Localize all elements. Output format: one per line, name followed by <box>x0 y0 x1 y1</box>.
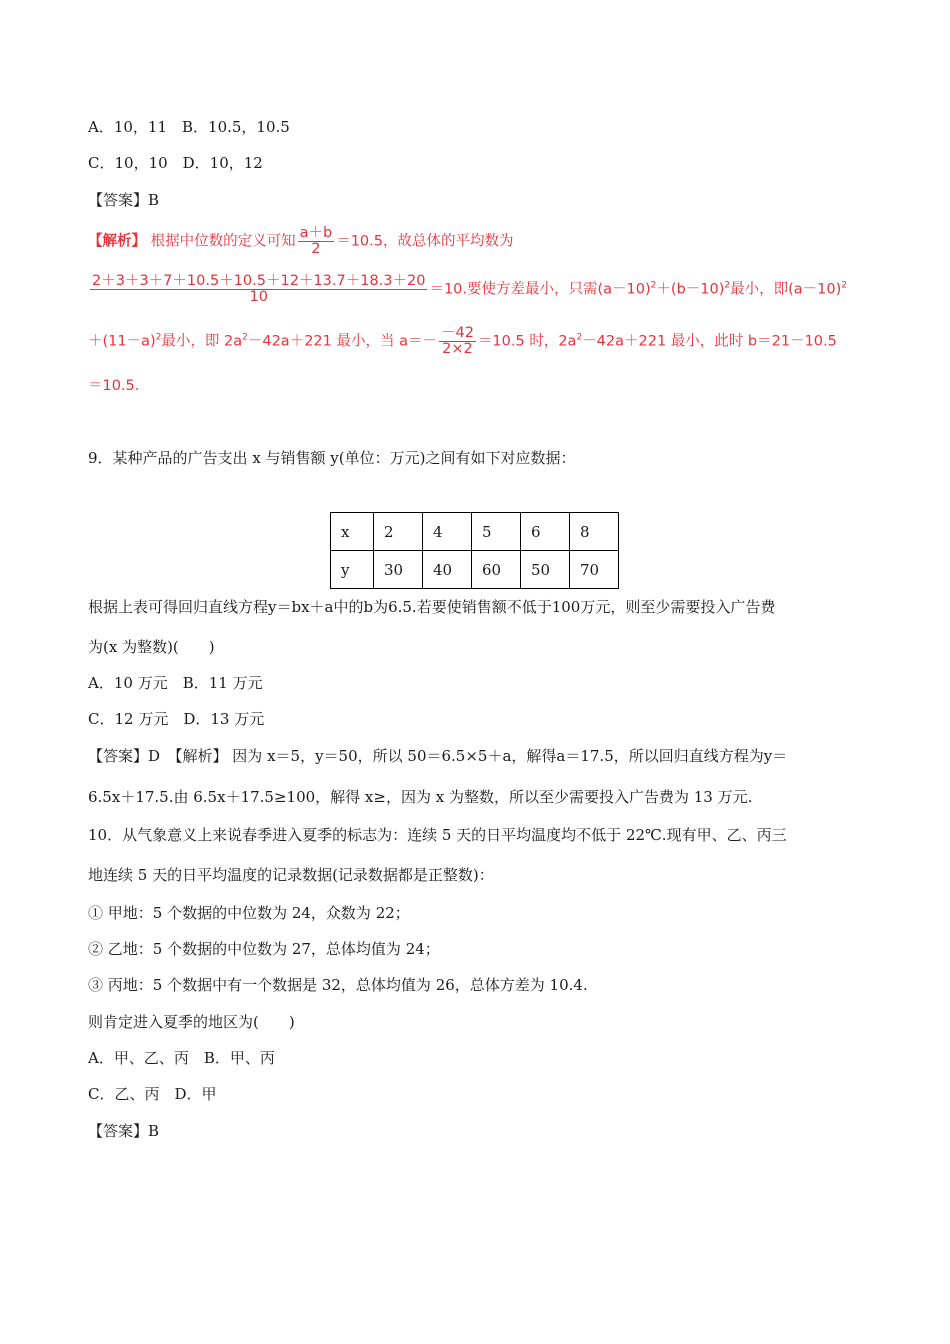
table-cell: 8 <box>570 513 619 551</box>
q8-analysis-line4: ＝10.5. <box>88 378 140 394</box>
q8-analysis-line3: $+(11-a)^2$最小，即 $2a^2-42a+221$ 最小，当 a＝－ $\frac{-42}{2\times 2}$ ＝10.5 时，$2a^2-42a+221$ 最小，此时 b＝21－10.5 <box>88 325 837 357</box>
q9-condition: 根据上表可得回归直线方程y＝bx＋a中的b为6.5.若要使销售额不低于100万元，则至少需要投入广告费 <box>88 598 776 616</box>
analysis-text: ＝10.5，故总体的平均数为 <box>336 233 514 250</box>
table-cell: 60 <box>472 551 521 589</box>
table-cell: 30 <box>374 551 423 589</box>
q9-condition-cont: 为(x 为整数)( ) <box>88 638 215 656</box>
q10-options-cd: C．乙、丙 D．甲 <box>88 1085 217 1103</box>
q8-options-cd: C．10，10 D．10，12 <box>88 154 263 172</box>
table-cell: 5 <box>472 513 521 551</box>
fraction-mean: $\frac{2+3+3+7+10.5+10.5+12+13.7+18.3+20}{10}$ <box>92 273 426 305</box>
q9-answer: 【答案】D 【解析】 因为 x＝5，y＝50，所以 50＝6.5×5＋a，解得a＝17.5，所以回归直线方程为y＝ <box>88 747 788 765</box>
table-cell: 50 <box>521 551 570 589</box>
fraction-vertex: $\frac{-42}{2\times 2}$ <box>440 325 474 357</box>
table-cell: 6 <box>521 513 570 551</box>
q10-answer: 【答案】B <box>88 1122 160 1140</box>
table-cell: 40 <box>423 551 472 589</box>
q9-answer-cont: 6.5x＋17.5.由 6.5x＋17.5≥100，解得 x≥，因为 x 为整数，所以至少需要投入广告费为 13 万元. <box>88 788 753 806</box>
table-row <box>331 513 619 551</box>
fraction-a-plus-b: $\frac{a+b}{2}$ <box>299 225 333 257</box>
q8-options-ab: A．10，11 B．10.5，10.5 <box>88 118 290 136</box>
table-cell: y <box>331 551 374 589</box>
table-cell: 2 <box>374 513 423 551</box>
analysis-tag: 【解析】 <box>88 233 146 250</box>
table-cell: x <box>331 513 374 551</box>
q10-question-cont: 地连续 5 天的日平均温度的记录数据(记录数据都是正整数)： <box>88 866 494 884</box>
q10-item-1: ① 甲地：5 个数据的中位数为 24，众数为 22； <box>88 904 410 922</box>
q9-options-ab: A．10 万元 B．11 万元 <box>88 674 263 692</box>
analysis-text: 根据中位数的定义可知 <box>146 233 296 250</box>
q10-item-3: ③ 丙地：5 个数据中有一个数据是 32，总体均值为 26，总体方差为 10.4. <box>88 976 588 994</box>
q10-question: 10．从气象意义上来说春季进入夏季的标志为：连续 5 天的日平均温度均不低于 22℃.现有甲、乙、丙三 <box>88 826 787 844</box>
q8-analysis-line1 <box>88 226 514 257</box>
table-cell: 70 <box>570 551 619 589</box>
q9-data-table <box>330 512 619 589</box>
q8-answer: 【答案】B <box>88 191 160 209</box>
q10-item-2: ② 乙地：5 个数据的中位数为 27，总体均值为 24； <box>88 940 440 958</box>
q8-analysis-line2: $\frac{2+3+3+7+10.5+10.5+12+13.7+18.3+20}{10}$ ＝10.要使方差最小，只需$(a-10)^2+(b-10)^2$最小，即$(a-10)^2$ <box>92 273 847 305</box>
q10-options-ab: A．甲、乙、丙 B．甲、丙 <box>88 1049 275 1067</box>
table-cell: 4 <box>423 513 472 551</box>
q9-options-cd: C．12 万元 D．13 万元 <box>88 710 265 728</box>
table-row <box>331 551 619 589</box>
q9-question: 9．某种产品的广告支出 x 与销售额 y(单位：万元)之间有如下对应数据： <box>88 449 576 467</box>
q10-ask: 则肯定进入夏季的地区为( ) <box>88 1013 295 1031</box>
